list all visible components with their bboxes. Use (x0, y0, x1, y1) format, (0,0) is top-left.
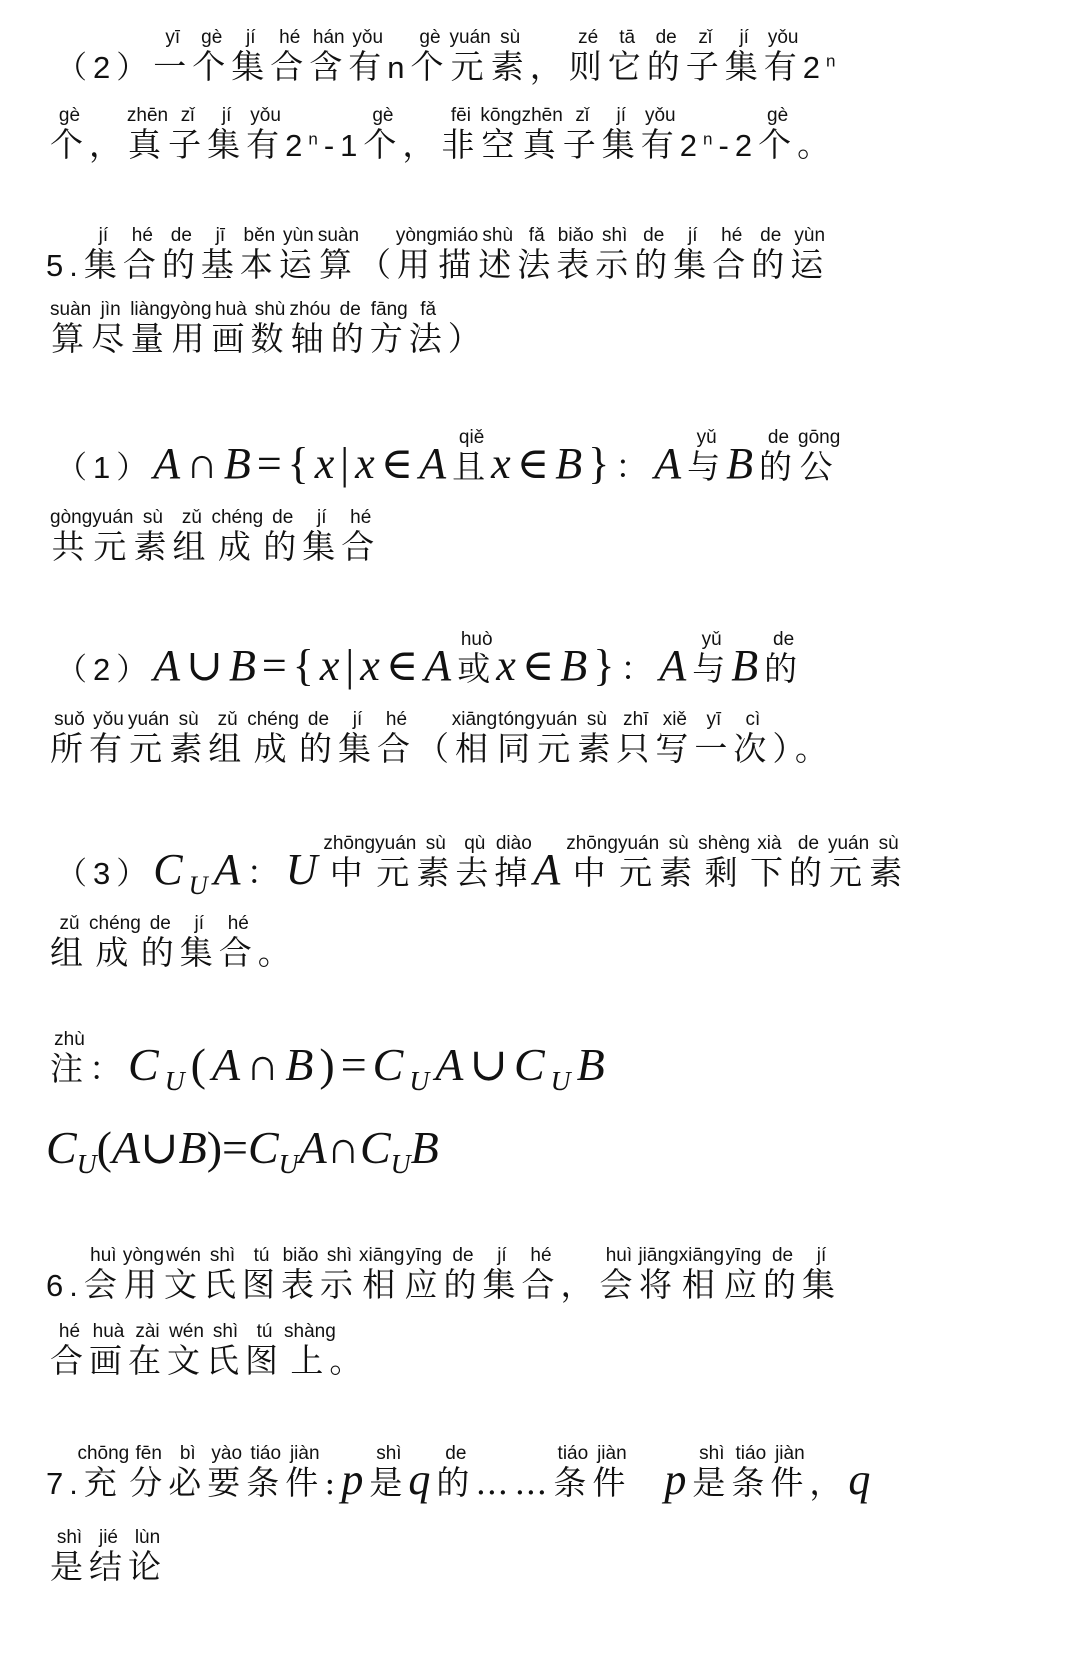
section-5-continued: 算suàn尽jìn量liàng用yòng画huà数shù轴zhóu的de方fāng法fǎ） (50, 299, 487, 358)
de-morgan-law-2: $C_U(A\cup B)=C_UA\cap C_UB$ (46, 1122, 439, 1180)
line-subsets-count: （2）一yī个gè集jí合hé含hán有yǒun个gè元yuán素sù，则zé它tā的de子zǐ集jí有yǒu2$^n$ (56, 27, 842, 86)
complement-definition-continued: 组zǔ成chéng的de集jí合hé。 (50, 913, 297, 972)
section-5-heading: 5.集jí合hé的de基jī本běn运yùn算suàn（用yòng描miáo述shù法fǎ表biǎo示shì的de集jí合hé的de运yùn (46, 225, 830, 284)
section-7-heading: 7.充chōng分fēn必bì要yào条tiáo件jiàn:p是shìq的de……条tiáo件jiàn p是shì条tiáo件jiàn，q (46, 1443, 877, 1504)
section-7-continued: 是shì结jié论lùn (50, 1527, 167, 1586)
intersection-definition: （1）A∩B={x|x∈A且qiěx∈B}：A与yǔB的de公gōng (56, 427, 841, 488)
section-6-heading: 6.会huì用yòng文wén氏shì图tú表biǎo示shì相xiāng应yīng的de集jí合hé，会huì将jiāng相xiāng应yīng的de集jí (46, 1245, 842, 1304)
line-proper-subsets: 个gè，真zhēn子zǐ集jí有yǒu2$^n$-1个gè，非fēi空kōng真zhēn子zǐ集jí有yǒu2$^n$-2个gè。 (50, 105, 837, 164)
intersection-definition-continued: 共gòng元yuán素sù组zǔ成chéng的de集jí合hé (50, 507, 381, 566)
section-6-continued: 合hé画huà在zài文wén氏shì图tú上shàng。 (50, 1321, 369, 1380)
union-definition-continued: 所suǒ有yǒu元yuán素sù组zǔ成chéng的de集jí合hé（相xiāng同tóng元yuán素sù只zhī写xiě一yī次cì）。 (50, 709, 834, 768)
complement-definition: $(3)C_UA$：U中zhōng元yuán素sù去qù掉diàoA中zhōng元yuán素sù剩shèng下xià的de元yuán素sù (56, 833, 909, 900)
union-definition: （2）A∪B={x|x∈A或huòx∈B}：A与yǔB的de (56, 629, 804, 690)
de-morgan-law-1: 注zhù：$C_U(A\cap B)=C_UA\cup C_UB$ (50, 1029, 611, 1097)
